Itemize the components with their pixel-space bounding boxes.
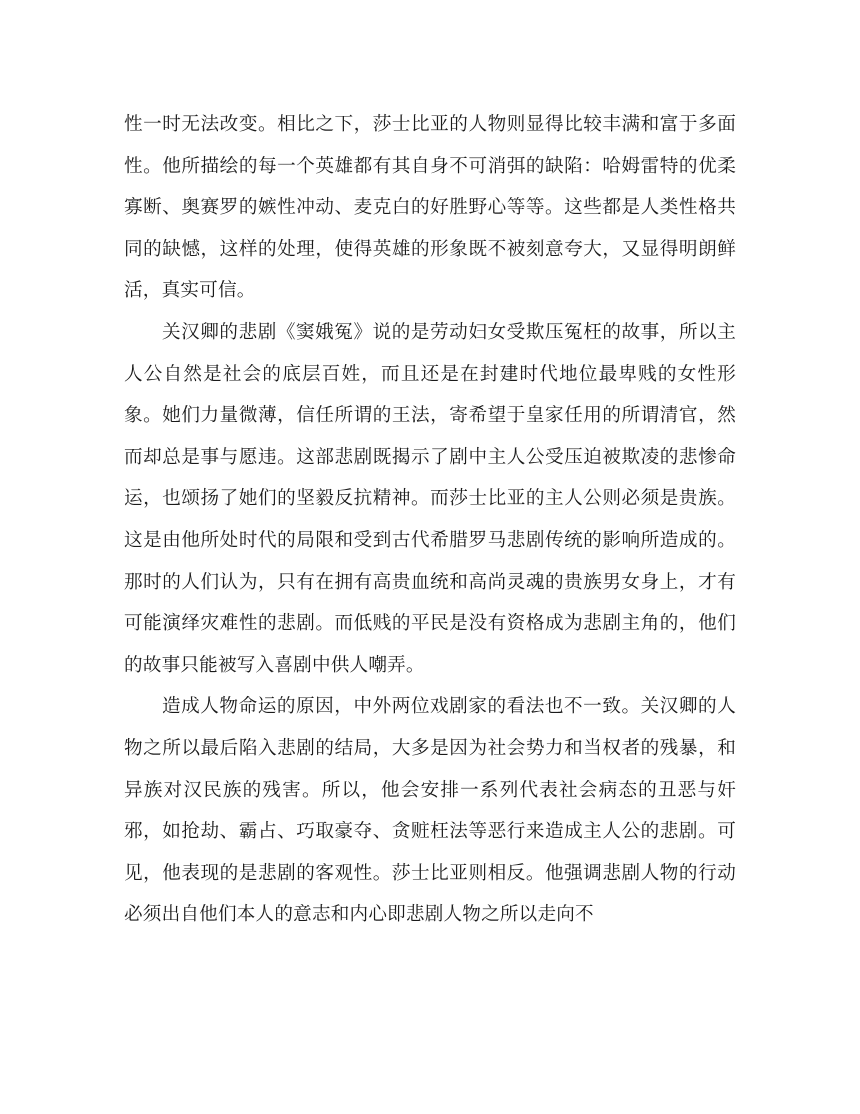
paragraph-2: 关汉卿的悲剧《窦娥冤》说的是劳动妇女受欺压冤枉的故事，所以主人公自然是社会的底层百姓，而且还是在封建时代地位最卑贱的女性形象。她们力量微薄，信任所谓的王法，寄希望于皇家任用的所谓清官，然而却总是事与愿违。这部悲剧既揭示了剧中主人公受压迫被欺凌的悲惨命运，也颂扬了她们的坚毅反抗精神。而莎士比亚的主人公则必须是贵族。这是由他所处时代的局限和受到古代希腊罗马悲剧传统的影响所造成的。那时的人们认为，只有在拥有高贵血统和高尚灵魂的贵族男女身上，才有可能演绎灾难性的悲剧。而低贱的平民是没有资格成为悲剧主角的，他们的故事只能被写入喜剧中供人嘲弄。 [124, 321, 736, 676]
paragraph-1: 性一时无法改变。相比之下，莎士比亚的人物则显得比较丰满和富于多面性。他所描绘的每一个英雄都有其自身不可消弭的缺陷：哈姆雷特的优柔寡断、奥赛罗的嫉性冲动、麦克白的好胜野心等等。这些都是人类性格共同的缺憾，这样的处理，使得英雄的形象既不被刻意夸大，又显得明朗鲜活，真实可信。 [124, 114, 736, 302]
paragraph-3: 造成人物命运的原因，中外两位戏剧家的看法也不一致。关汉卿的人物之所以最后陷入悲剧的结局，大多是因为社会势力和当权者的残暴，和异族对汉民族的残害。所以，他会安排一系列代表社会病态的丑恶与奸邪，如抢劫、霸占、巧取豪夺、贪赃枉法等恶行来造成主人公的悲剧。可见，他表现的是悲剧的客观性。莎士比亚则相反。他强调悲剧人物的行动必须出自他们本人的意志和内心即悲剧人物之所以走向不 [124, 696, 736, 926]
document-body [124, 104, 736, 936]
